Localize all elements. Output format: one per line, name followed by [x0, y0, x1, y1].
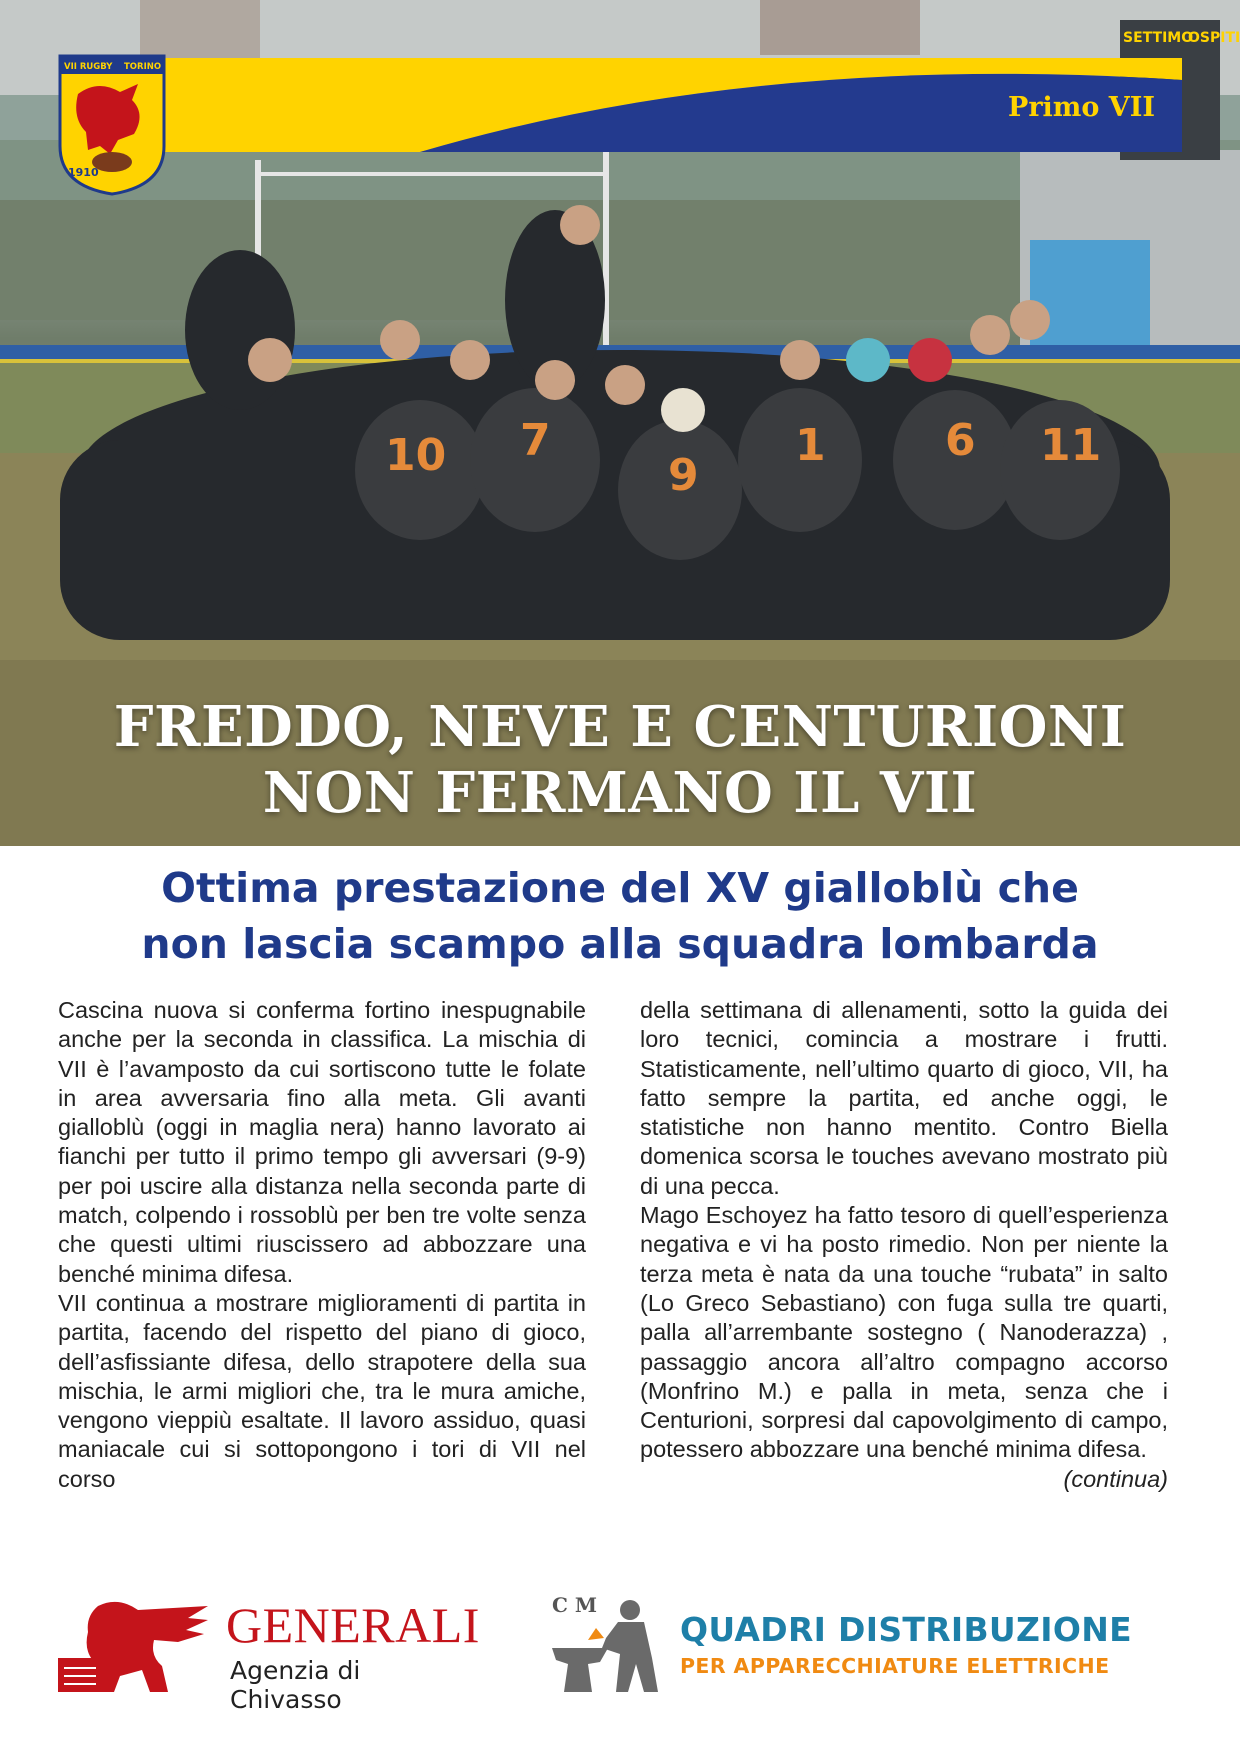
header-banner [0, 0, 1240, 170]
article-paragraph: della settimana di allenamenti, sotto la guida dei loro tecnici, comincia a mostrare i frutti. Statisticamente, nell’ultimo quarto di gioco, VII, ha fatto sempre la partita, ed anche oggi, le statistiche non hanno mentito. Contro Biella domenica scorsa le touches avevano mostrato più di una pecca. [640, 997, 1168, 1199]
headline-line-1: FREDDO, NEVE E CENTURIONI [113, 694, 1127, 760]
qd-subtitle: PER APPARECCHIATURE ELETTRICHE [680, 1654, 1110, 1678]
qd-title: QUADRI DISTRIBUZIONE [680, 1610, 1132, 1649]
continue-label: (continua) [1063, 1465, 1168, 1492]
crest-text-left: VII RUGBY [64, 62, 113, 72]
generali-name: GENERALI [226, 1597, 480, 1653]
crest-year: 1910 [68, 166, 99, 179]
article-column-left [58, 996, 586, 1494]
anvil-worker-icon [548, 1588, 668, 1698]
article-paragraph-last [640, 1201, 1168, 1492]
headline-line-2: NON FERMANO IL VII [262, 760, 978, 826]
article-paragraph-text: Mago Eschoyez ha fatto tesoro di quell’esperienza negativa e vi ha posto rimedio. Non per niente la terza meta è nata da una touche “rubata” in salto (Lo Greco Sebastiano) con fuga sulla tre quarti, palla all’arrembante sostegno ( Nanoderazza) , passaggio ancora all’altro compagno accorso (Monfrino M.) e palla in meta, senza che i Centurioni, sorpresi dal capovolgimento di campo, potessero abbozzare una benché minima difesa. [640, 1202, 1168, 1463]
article-paragraph: VII continua a mostrare miglioramenti di partita in partita, facendo del rispetto del piano di gioco, dell’asfissiante difesa, dello strapotere della sua mischia, le armi migliori che, tra le mura amiche, vengono vieppiù esaltate. Il lavoro assiduo, quasi maniacale cui si sottopongono i tori di VII nel corso [58, 1289, 586, 1492]
sponsor-quadri-distribuzione [548, 1588, 1188, 1698]
crest-text-right: TORINO [124, 62, 162, 72]
scoreboard-home-label: SETTIMO [1123, 30, 1194, 46]
section-label: Primo VII [1008, 92, 1155, 123]
subheadline-line-1: Ottima prestazione del XV gialloblù che [161, 864, 1079, 912]
jersey-number-10: 10 [385, 430, 447, 481]
jersey-number-9: 9 [668, 450, 699, 501]
subheadline-line-2: non lascia scampo alla squadra lombarda [141, 920, 1099, 968]
sponsor-generali [58, 1596, 480, 1714]
scoreboard-away-label: OSPITI [1188, 30, 1240, 46]
generali-lion-icon [58, 1596, 218, 1700]
jersey-number-1: 1 [795, 420, 826, 471]
qd-logo-letters: C M [552, 1593, 598, 1617]
generali-agency: Agenzia di Chivasso [230, 1656, 361, 1714]
article-headline [0, 694, 1240, 826]
article-paragraph: Cascina nuova si conferma fortino inespugnabile anche per la seconda in classifica. La mischia di VII è l’avamposto da cui sortiscono tutte le folate in area avversaria fino alla meta. Gli avanti gialloblù (oggi in maglia nera) hanno lavorato ai fianchi per tutto il primo tempo gli avversari (9-9) per poi uscire alla distanza nella seconda parte di match, colpendo i rossoblù per ben tre volte senza che questi ultimi riuscissero ad abbozzare una benché minima difesa. [58, 997, 586, 1287]
article-column-right [640, 996, 1168, 1494]
article-subheadline [0, 860, 1240, 972]
hero-photo [0, 0, 1240, 846]
jersey-number-7: 7 [520, 415, 551, 466]
club-crest-icon [58, 54, 166, 196]
jersey-number-11: 11 [1040, 420, 1102, 471]
jersey-number-6: 6 [945, 415, 976, 466]
